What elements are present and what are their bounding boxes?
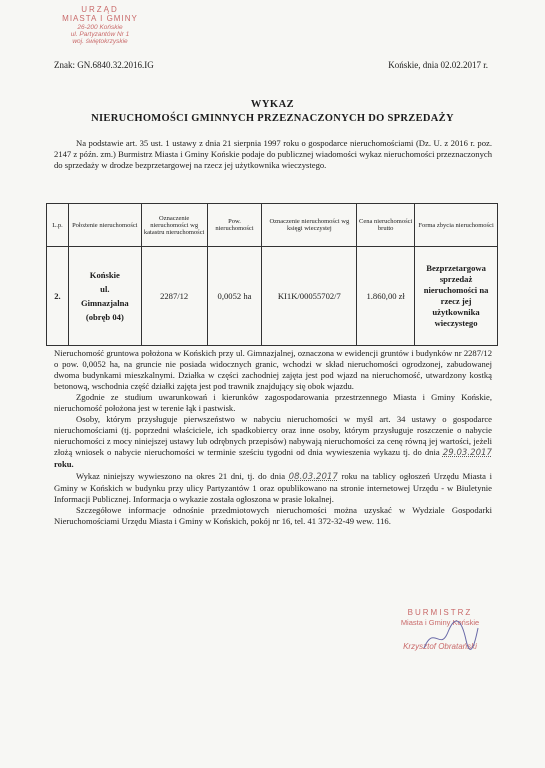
cell-parcel: 2287/12 <box>141 247 207 346</box>
stamp-line-1: URZĄD <box>81 5 119 14</box>
cell-location <box>68 247 141 346</box>
location-street: Gimnazjalna <box>80 298 129 308</box>
cell-area: 0,0052 ha <box>207 247 262 346</box>
header-price: Cena nieruchomości brutto <box>357 204 415 247</box>
signature-name: Krzysztof Obratański <box>403 642 477 652</box>
cell-price: 1.860,00 zł <box>357 247 415 346</box>
handwritten-date-1: 29.03.2017 <box>442 448 492 459</box>
paragraph-posting <box>54 471 492 505</box>
handwritten-signature-icon <box>420 618 480 658</box>
stamp-line-4: ul. Partyzantów Nr 1 <box>70 30 130 38</box>
priority-end: roku. <box>54 459 74 470</box>
paragraph-contact: Szczegółowe informacje odnośnie przedmiotowych nieruchomości można uzyskać w Wydziale Gospodarki Nieruchomościami Urzędu Miasta i Gminy w Końskich, pokój nr 16, tel. 41 372-32-49 wew. 116. <box>54 504 492 526</box>
header-parcel: Oznaczenie nieruchomości wg katastru nieruchomości <box>141 204 207 247</box>
paragraph-description: Nieruchomość gruntowa położona w Końskich przy ul. Gimnazjalnej, oznaczona w ewidencji gruntów i budynków nr 2287/12 o pow. 0,0052 ha, na gruncie nie posiada widocznych granic, wchodzi w skład nieruchomości ogrodzonej, zabudowanej dwoma budynkami mieszkalnymi. Działka w części zachodniej zajęta jest pod wjazd na nieruchomość, utwardzony kostką betonową, wschodnia część działki zajęta jest pod trawnik znajdujący się obok wjazdu. <box>54 348 492 392</box>
posting-text-a: Wykaz niniejszy wywieszono na okres 21 dni, tj. do dnia <box>76 470 286 481</box>
cell-sale-form: Bezprzetargowa sprzedaż nieruchomości na rzecz jej użytkownika wieczystego <box>415 247 498 346</box>
header-land-register: Oznaczenie nieruchomości wg księgi wieczystej <box>262 204 357 247</box>
table-header-row <box>47 204 498 247</box>
property-table <box>46 203 498 346</box>
place-date: Końskie, dnia 02.02.2017 r. <box>388 60 488 70</box>
stamp-line-2: MIASTA I GMINY <box>62 13 138 23</box>
document-subtitle: NIERUCHOMOŚCI GMINNYCH PRZEZNACZONYCH DO SPRZEDAŻY <box>91 113 454 124</box>
header-sale-form: Forma zbycia nieruchomości <box>415 204 498 247</box>
location-district: (obręb 04) <box>85 312 124 322</box>
signature-office: Miasta i Gminy Końskie <box>400 618 480 628</box>
priority-text: Osoby, którym przysługuje pierwszeństwo w nabyciu nieruchomości w myśl art. 34 ustawy o gospodarce nieruchomościami (tj. poprzedni właściciele, ich spadkobiercy oraz inne osoby, którym przysługuje roszczenie o nabycie nieruchomości z mocy niniejszej ustawy lub odrębnych przepisów) nabywają nieruchomości za cenę równą jej wartości, jeżeli złożą wniosek o nabycie nieruchomości w terminie sześciu tygodni od dnia wywieszenia wykazu tj. do dnia <box>54 414 492 458</box>
document-title: WYKAZ <box>250 99 295 110</box>
stamp-line-5: woj. świętokrzyskie <box>72 37 128 45</box>
location-prefix: ul. <box>100 284 110 294</box>
cell-lp: 2. <box>47 247 69 346</box>
paragraph-zoning: Zgodnie ze studium uwarunkowań i kierunków zagospodarowania przestrzennego Miasta i Gminy Końskie, nieruchomość położona jest w terenie łąk i pastwisk. <box>54 392 492 414</box>
reference-number: Znak: GN.6840.32.2016.IG <box>54 60 154 70</box>
body-text <box>54 348 492 527</box>
table-row <box>47 247 498 346</box>
header-lp: L.p. <box>47 204 69 247</box>
header-area: Pow. nieruchomości <box>207 204 262 247</box>
posting-text-b: roku na tablicy ogłoszeń Urzędu Miasta i Gminy w Końskich w budynku przy ulicy Partyzantów 1 oraz opublikowano na stronie internetowej Urzędu - w Biuletynie Informacji Publicznej. Informacja o wykazie została ogłoszona w prasie lokalnej. <box>54 470 492 504</box>
signature-title: BURMISTRZ <box>407 608 473 617</box>
location-city: Końskie <box>89 270 120 280</box>
office-stamp <box>40 6 160 45</box>
handwritten-date-2: 08.03.2017 <box>288 471 338 482</box>
paragraph-priority <box>54 414 492 470</box>
intro-paragraph: Na podstawie art. 35 ust. 1 ustawy z dnia 21 sierpnia 1997 roku o gospodarce nieruchomościami (Dz. U. z 2016 r. poz. 2147 z późn. zm.) Burmistrz Miasta i Gminy Końskie podaje do publicznej wiadomości wykaz nieruchomości przeznaczonych do sprzedaży w drodze bezprzetargowej na rzecz jej użytkownika wieczystego. <box>54 138 492 171</box>
header-location: Położenie nieruchomości <box>68 204 141 247</box>
stamp-line-3: 26-200 Końskie <box>77 23 123 31</box>
cell-land-register: KI1K/00055702/7 <box>262 247 357 346</box>
